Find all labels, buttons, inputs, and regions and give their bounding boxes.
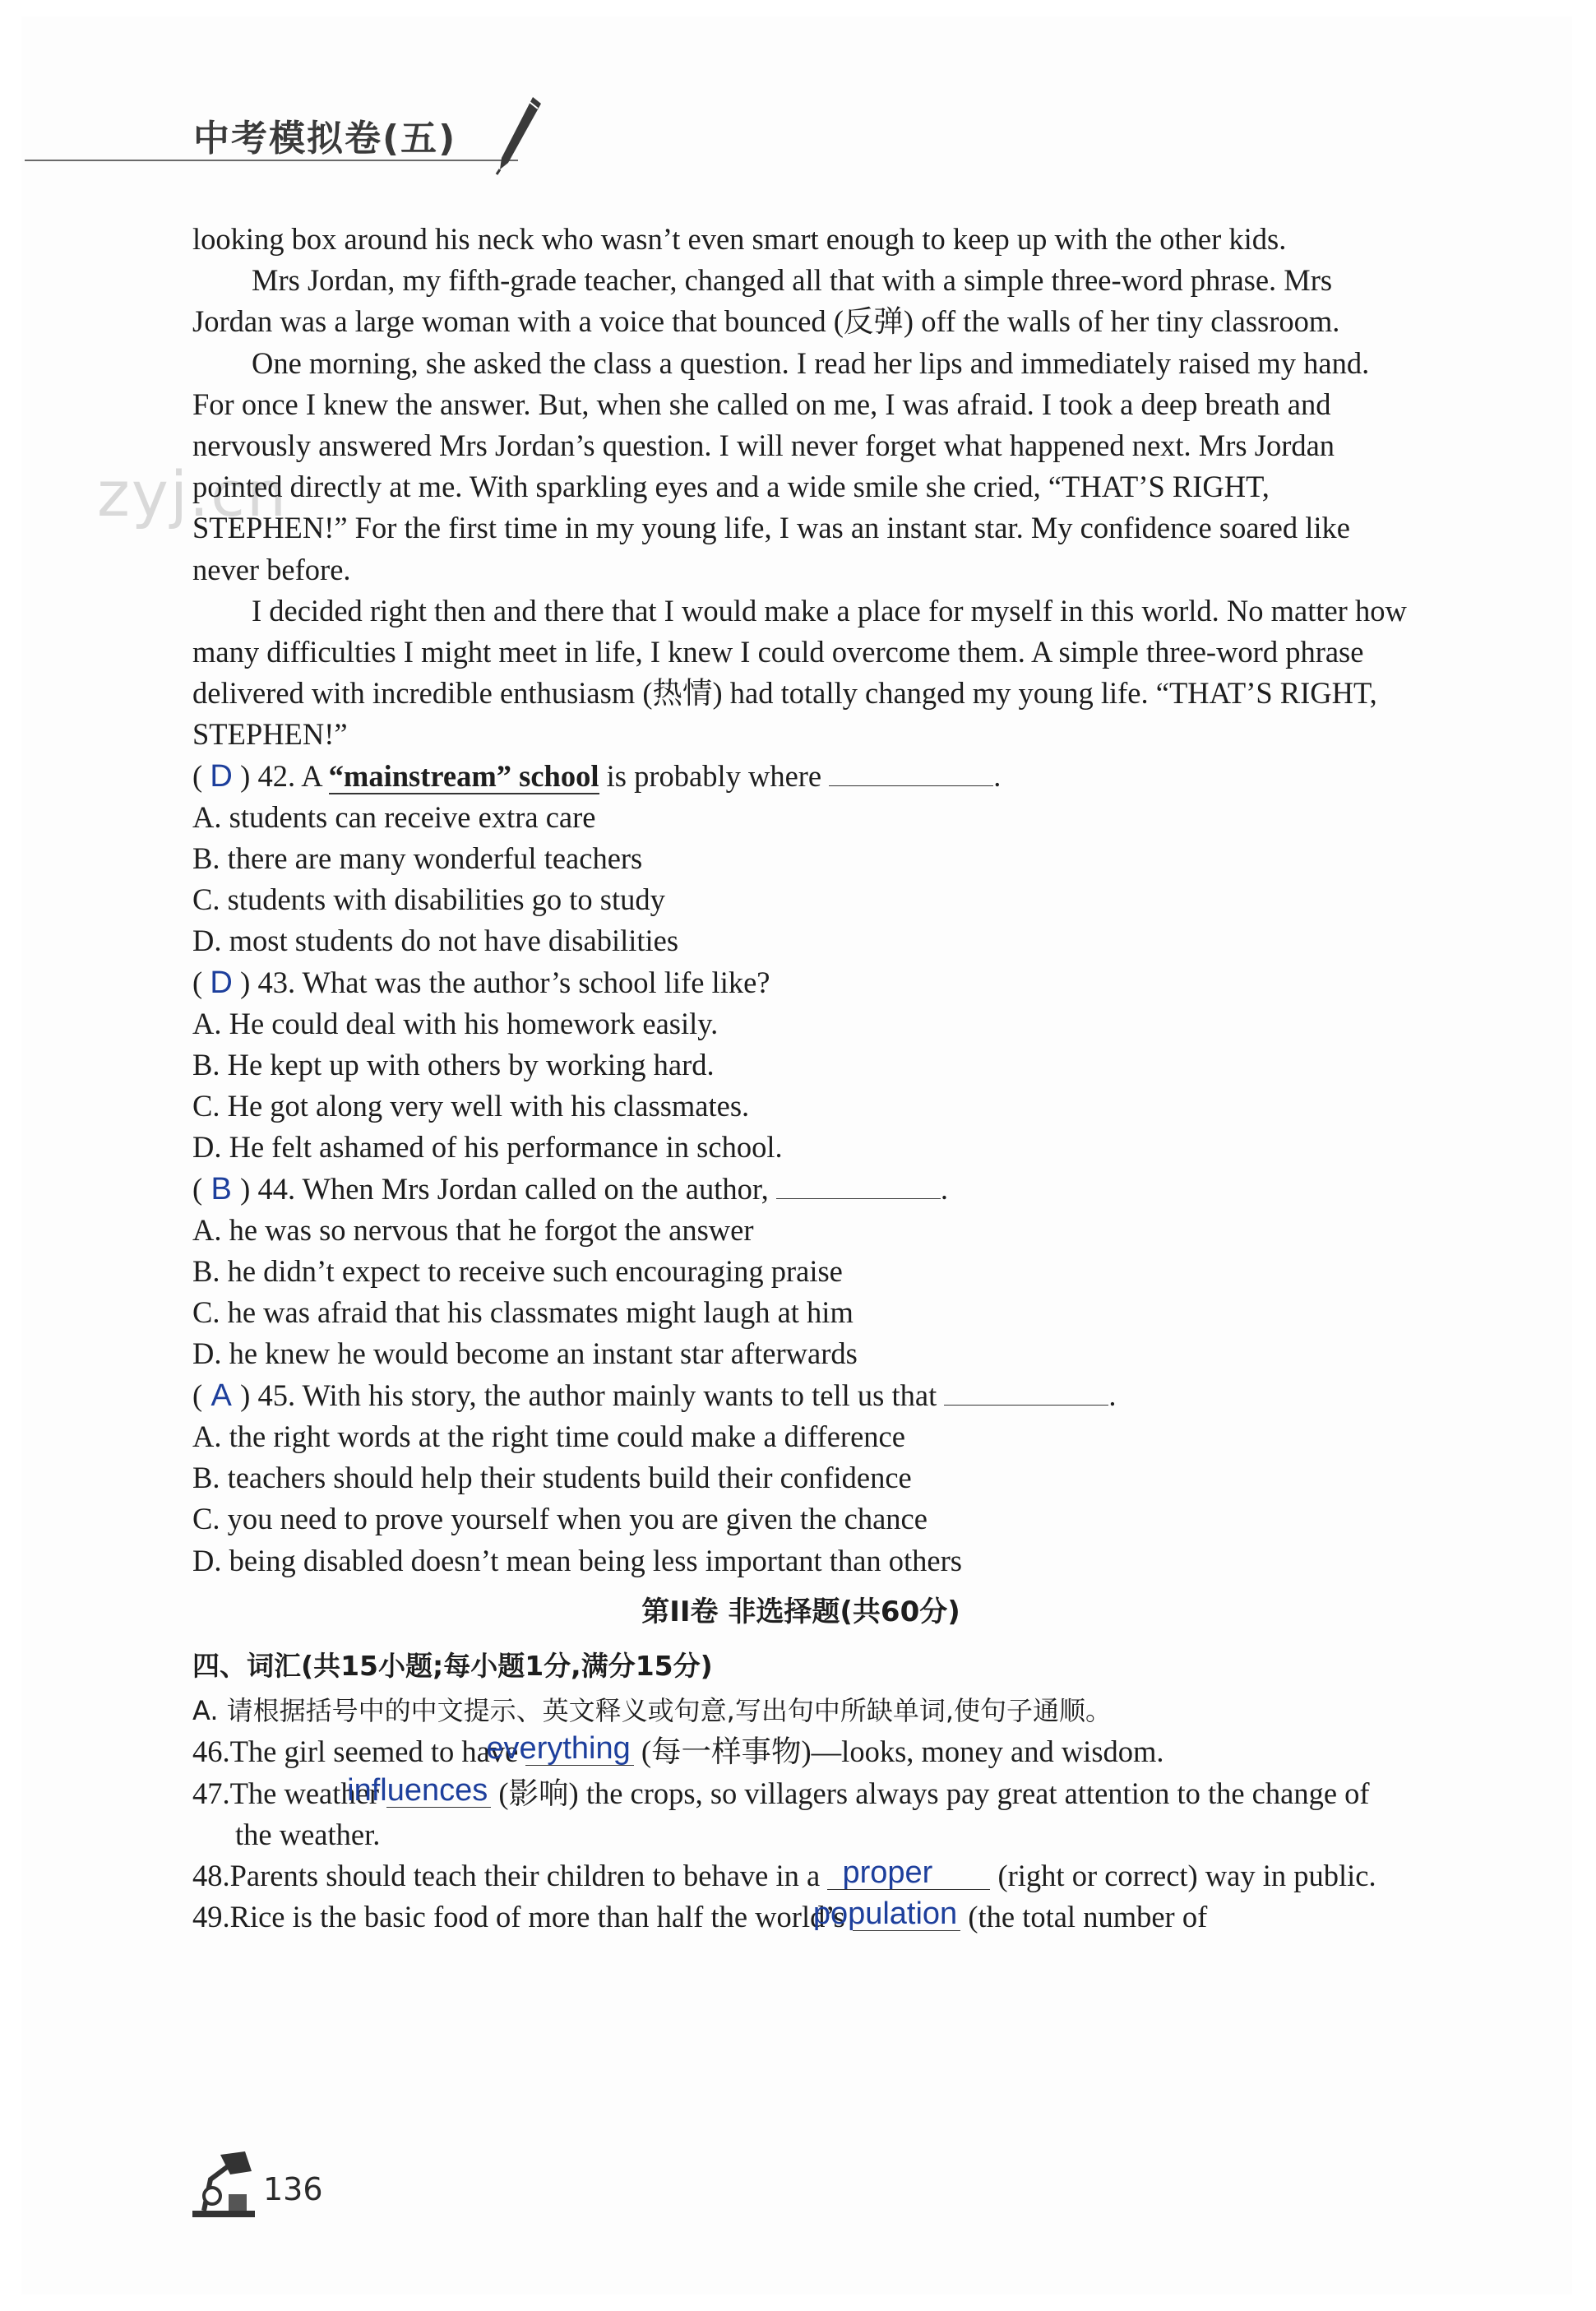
question-42: ( D ) 42. A “mainstream” school is probably where . — [192, 756, 1409, 797]
question-43: ( D ) 43. What was the author’s school life like? — [192, 962, 1409, 1003]
answer-letter: D — [210, 758, 233, 794]
underlined-term: “mainstream” school — [328, 758, 599, 793]
filled-answer: everything — [525, 1732, 633, 1766]
question-number: 44. — [257, 1171, 296, 1206]
question-45: ( A ) 45. With his story, the author mainly wants to tell us that . — [192, 1375, 1409, 1416]
vocab-item-47: 47.The weather influences (影响) the crops, so villagers always pay great attention to the change of the weather. — [192, 1772, 1370, 1851]
item-number: 46. — [192, 1734, 230, 1769]
item-number: 47. — [192, 1776, 230, 1810]
watermark: zyj.cn — [97, 457, 289, 530]
option: D. He felt ashamed of his performance in school. — [192, 1130, 783, 1165]
vocab-item-48: 48.Parents should teach their children to behave in a proper (right or correct) way in public. — [192, 1855, 1376, 1892]
passage-paragraph: looking box around his neck who wasn’t even smart enough to keep up with the other kids. — [192, 222, 1287, 256]
item-number: 49. — [192, 1900, 230, 1934]
instruction: A. 请根据括号中的中文提示、英文释义或句意,写出句中所缺单词,使句子通顺。 — [192, 1695, 1113, 1727]
option: A. students can receive extra care — [192, 799, 596, 834]
option: D. being disabled doesn’t mean being less important than others — [192, 1543, 962, 1577]
answer-blank — [944, 1378, 1108, 1406]
answer-letter: B — [210, 1171, 232, 1206]
header-rule — [25, 160, 518, 161]
option: B. He kept up with others by working hard. — [192, 1048, 715, 1082]
passage-paragraph: Mrs Jordan, my fifth-grade teacher, changed all that with a simple three-word phrase. Mrs Jordan was a large woman with a voice that bounced (反弹) off the walls of her tiny classroom. — [192, 263, 1340, 339]
header-title: 中考模拟卷(五) — [193, 118, 457, 160]
question-number: 42. — [257, 758, 296, 793]
item-number: 48. — [192, 1858, 230, 1892]
option: A. He could deal with his homework easily. — [192, 1006, 719, 1040]
question-number: 45. — [257, 1378, 296, 1412]
filled-answer: population — [853, 1897, 960, 1931]
question-44: ( B ) 44. When Mrs Jordan called on the author, . — [192, 1169, 1409, 1210]
passage-paragraph: One morning, she asked the class a question. I read her lips and immediately raised my hand. For once I knew the answer. But, when she called on me, I was afraid. I took a deep breath and nervously answered Mrs Jordan’s question. I will never forget what happened next. Mrs Jordan pointed directly at me. With sparkling eyes and a wide smile she cried, “THAT’S RIGHT, STEPHEN!” For the first time in my young life, I was an instant star. My confidence soared like never before. — [192, 345, 1370, 586]
page-footer — [187, 2147, 368, 2221]
lamp-icon — [187, 2147, 260, 2221]
section-title: 第II卷 非选择题(共60分) — [641, 1595, 960, 1628]
option: B. there are many wonderful teachers — [192, 841, 643, 876]
page-number: 136 — [263, 2171, 323, 2207]
page-header — [25, 97, 543, 171]
option: C. students with disabilities go to study — [192, 882, 665, 917]
option: A. the right words at the right time could make a difference — [192, 1419, 905, 1453]
option: B. teachers should help their students build their confidence — [192, 1461, 912, 1495]
pen-icon — [490, 94, 548, 176]
answer-letter: A — [210, 1378, 232, 1413]
passage-paragraph: I decided right then and there that I would make a place for myself in this world. No matter how many difficulties I might meet in life, I knew I could overcome them. A simple three-word phrase delivered with incredible enthusiasm (热情) had totally changed my young life. “THAT’S RIGHT, STEPHEN!” — [192, 593, 1407, 752]
part-title: 四、词汇(共15小题;每小题1分,满分15分) — [192, 1649, 713, 1682]
option: D. he knew he would become an instant star afterwards — [192, 1336, 858, 1371]
answer-blank — [829, 759, 993, 786]
vocab-item-46: 46.The girl seemed to have everything (每一样事物)—looks, money and wisdom. — [192, 1731, 1164, 1769]
option: C. He got along very well with his classmates. — [192, 1089, 750, 1123]
filled-answer: influences — [386, 1774, 491, 1808]
answer-blank — [776, 1172, 941, 1199]
question-number: 43. — [257, 965, 296, 999]
option: C. you need to prove yourself when you are given the chance — [192, 1502, 928, 1536]
option: A. he was so nervous that he forgot the answer — [192, 1212, 754, 1247]
option: B. he didn’t expect to receive such encouraging praise — [192, 1254, 843, 1289]
vocab-item-49: 49.Rice is the basic food of more than half the world’s population (the total number of — [192, 1897, 1208, 1934]
option: C. he was afraid that his classmates might laugh at him — [192, 1295, 854, 1330]
answer-letter: D — [210, 965, 233, 1000]
option: D. most students do not have disabilities — [192, 924, 679, 958]
filled-answer: proper — [827, 1856, 990, 1890]
document-body — [192, 219, 1409, 1938]
